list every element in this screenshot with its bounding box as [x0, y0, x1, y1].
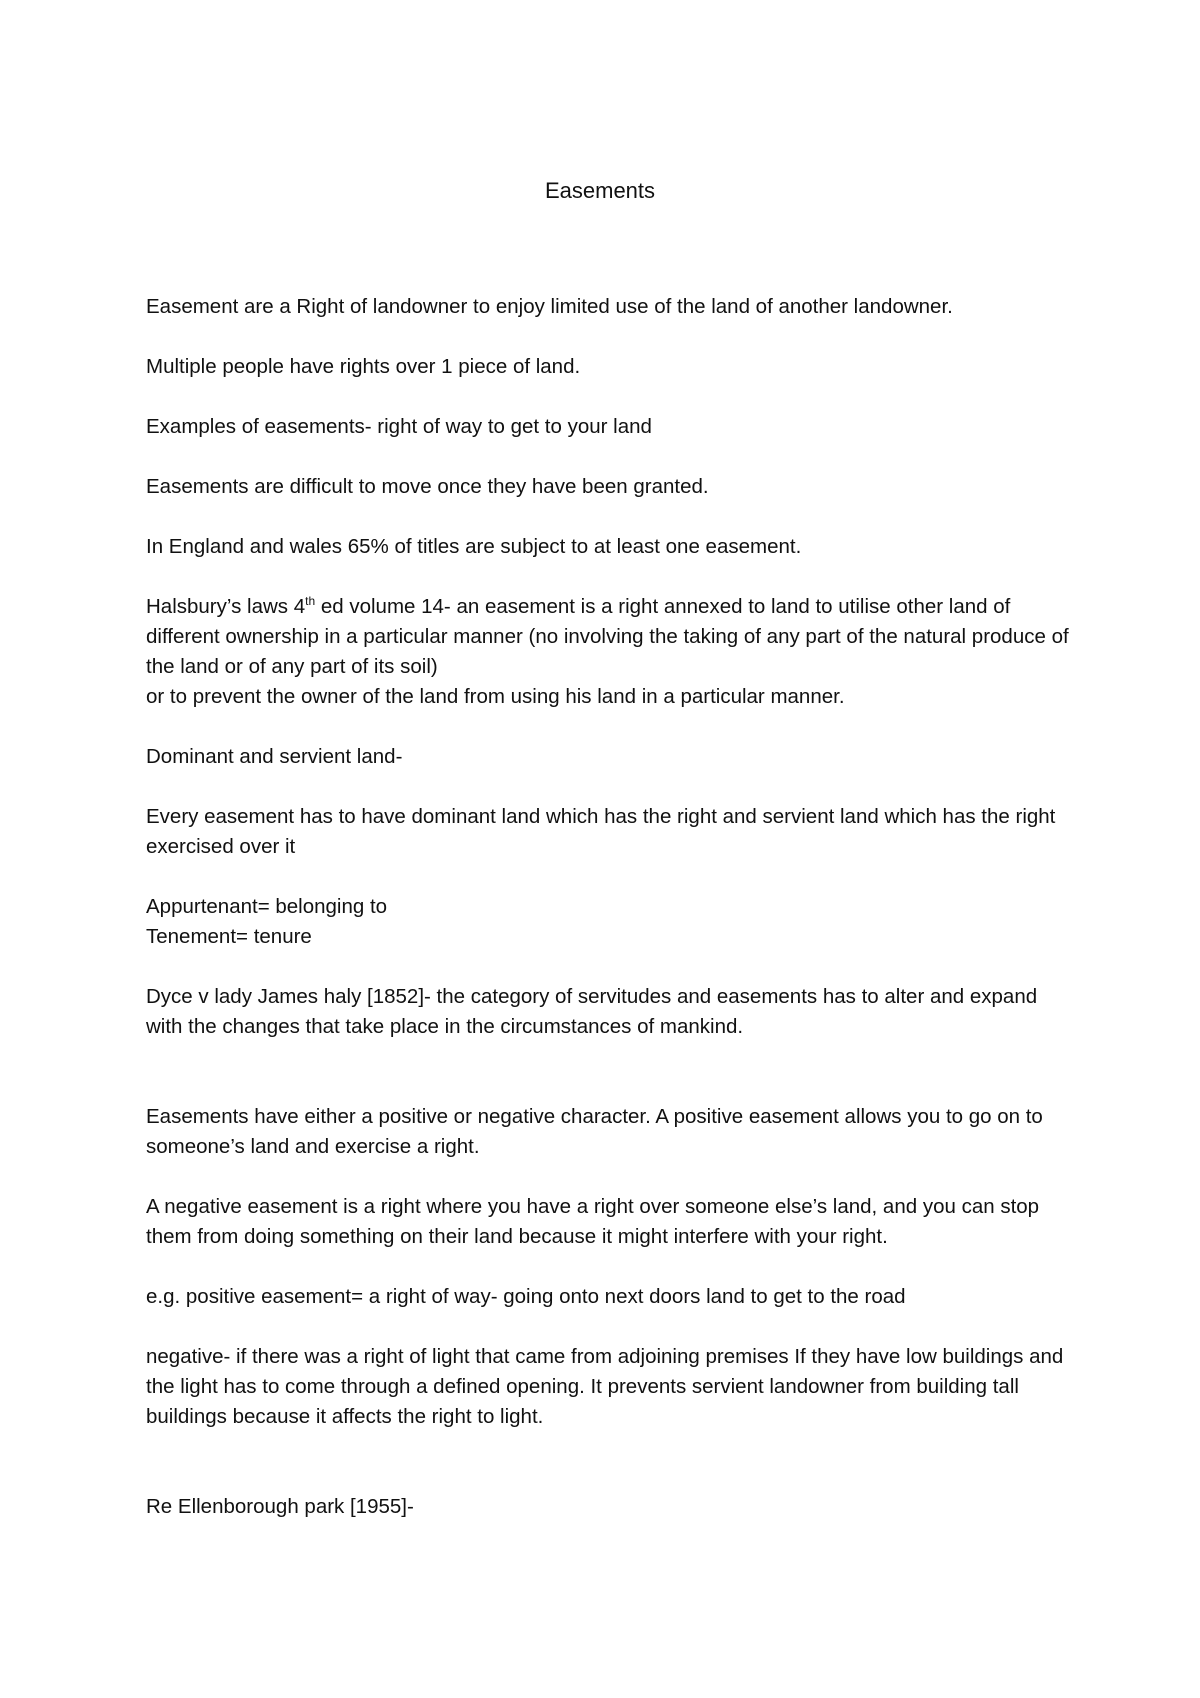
paragraph-positive-negative: Easements have either a positive or negative character. A positive easement allows you to go on to someone’s land and exercise a right.: [146, 1105, 1043, 1158]
paragraph-tenement: Tenement= tenure: [146, 925, 312, 948]
paragraph-examples: Examples of easements- right of way to get to your land: [146, 415, 652, 438]
paragraph-difficult-to-move: Easements are difficult to move once they have been granted.: [146, 475, 709, 498]
paragraph-dyce-case: Dyce v lady James haly [1852]- the category of servitudes and easements has to alter and expand with the changes that take place in the circumstances of mankind.: [146, 985, 1038, 1038]
paragraph-halsbury-line2: or to prevent the owner of the land from using his land in a particular manner.: [146, 685, 845, 708]
paragraph-statistic: In England and wales 65% of titles are subject to at least one easement.: [146, 535, 802, 558]
paragraph-appurtenant: Appurtenant= belonging to: [146, 895, 388, 918]
document-title: Easements: [544, 178, 656, 203]
paragraph-positive-example: e.g. positive easement= a right of way- going onto next doors land to get to the road: [146, 1285, 906, 1308]
paragraph-definition: Easement are a Right of landowner to enjoy limited use of the land of another landowner.: [146, 295, 953, 318]
document-body: [146, 292, 1076, 1522]
halsbury-rest: ed volume 14- an easement is a right annexed to land to utilise other land of different ownership in a particular manner (no involving the taking of any part of the natural produce of the land or of any part of its soil): [146, 595, 1069, 678]
paragraph-negative-example: negative- if there was a right of light that came from adjoining premises If they have low buildings and the light has to come through a defined opening. It prevents servient landowner from building tall buildings because it affects the right to light.: [146, 1345, 1064, 1428]
paragraph-ellenborough: Re Ellenborough park [1955]-: [146, 1495, 414, 1518]
paragraph-halsbury: [146, 592, 1076, 682]
paragraph-multiple-rights: Multiple people have rights over 1 piece of land.: [146, 355, 581, 378]
halsbury-prefix: Halsbury’s laws 4: [146, 595, 306, 618]
paragraph-dominant-servient-heading: Dominant and servient land-: [146, 745, 403, 768]
paragraph-negative-easement: A negative easement is a right where you have a right over someone else’s land, and you can stop them from doing something on their land because it might interfere with your right.: [146, 1195, 1040, 1248]
halsbury-superscript: th: [305, 594, 316, 609]
paragraph-dominant-servient: Every easement has to have dominant land which has the right and servient land which has the right exercised over it: [146, 805, 1056, 858]
